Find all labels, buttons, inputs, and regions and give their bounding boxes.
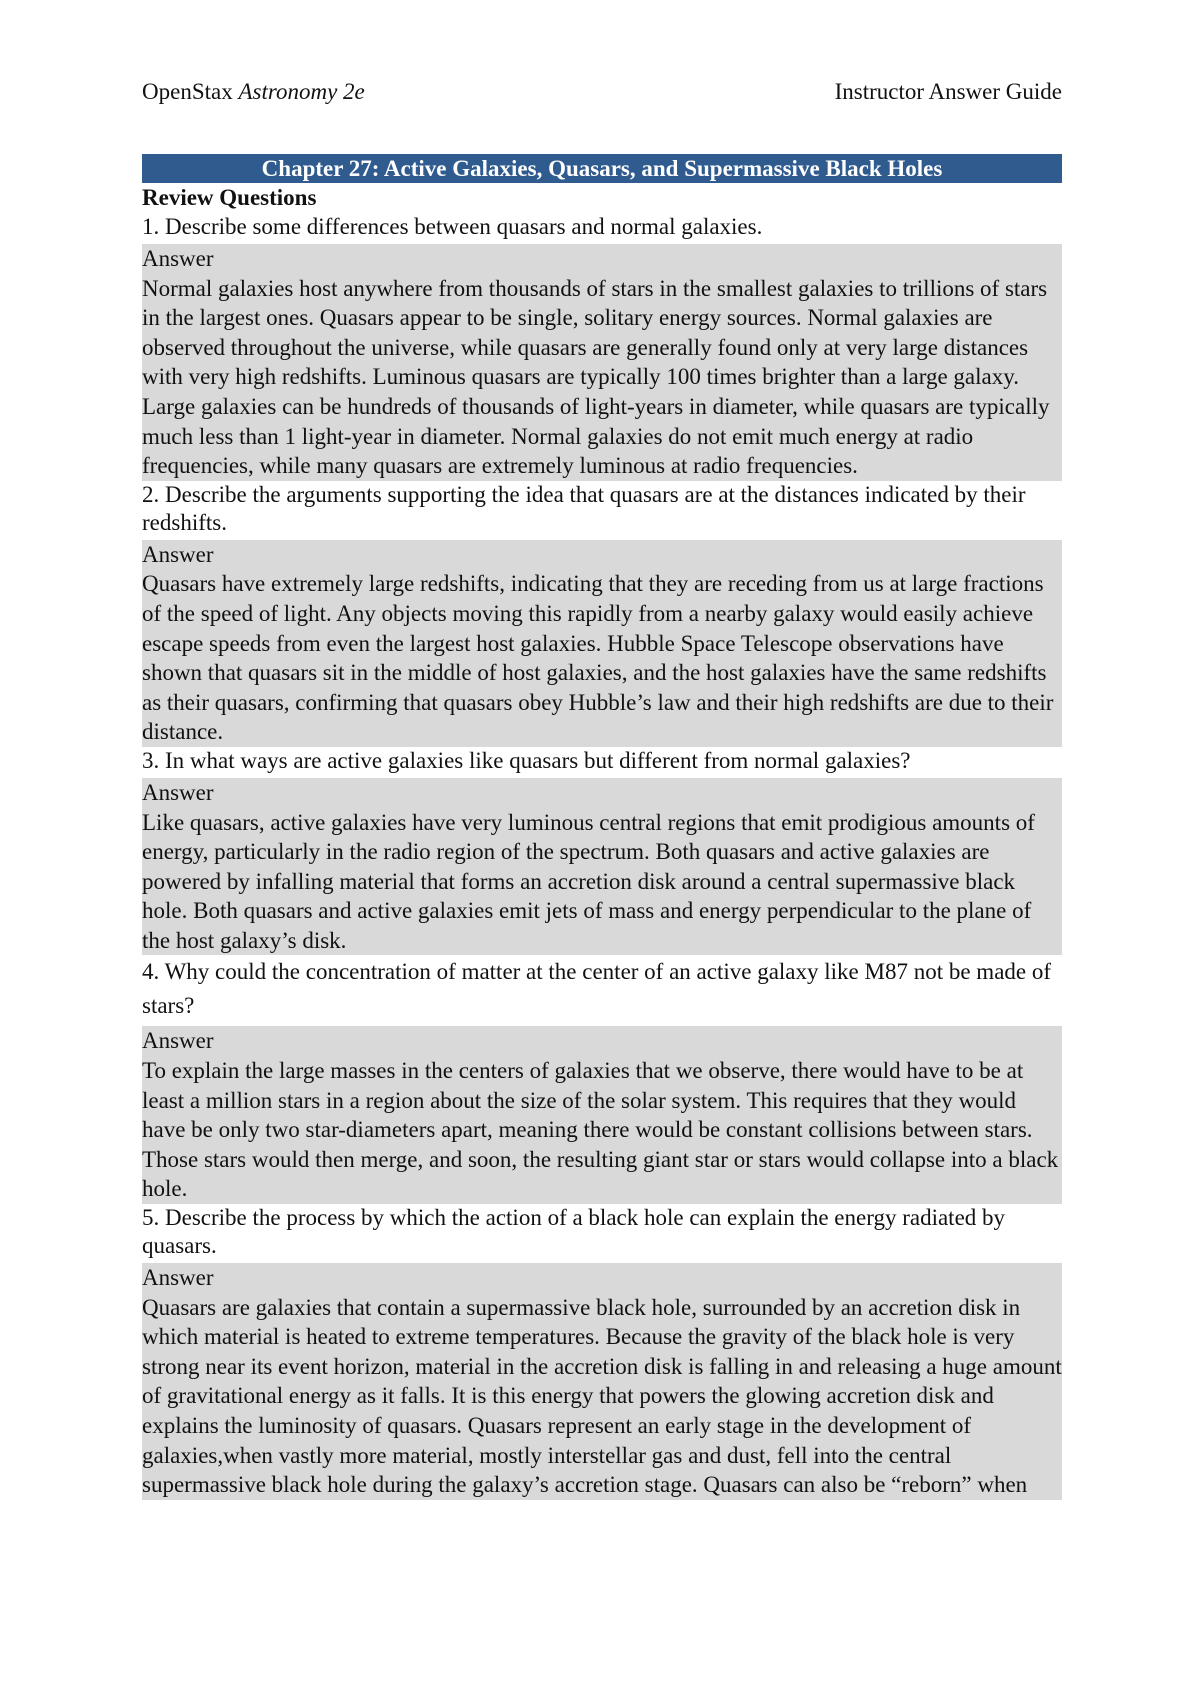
answer-text: To explain the large masses in the centers of galaxies that we observe, there would have to be at least a million stars in a region about the size of the solar system. This requires that they would have be only two star-diameters apart, meaning there would be constant collisions between stars. Those stars would then merge, and soon, the resulting giant star or stars would collapse into a black hole.: [142, 1058, 1059, 1202]
review-item-2: [142, 481, 1062, 747]
answer-text: Normal galaxies host anywhere from thousands of stars in the smallest galaxies to trillions of stars in the largest ones. Quasars appear to be single, solitary energy sources. Normal galaxies are observed throughout the universe, while quasars are generally found only at very large distances with very high redshifts. Luminous quasars are typically 100 times brighter than a large galaxy. Large galaxies can be hundreds of thousands of light-years in diameter, while quasars are typically much less than 1 light-year in diameter. Normal galaxies do not emit much energy at radio frequencies, while many quasars are extremely luminous at radio frequencies.: [142, 275, 1050, 479]
answer-text: Quasars have extremely large redshifts, indicating that they are receding from us at large fractions of the speed of light. Any objects moving this rapidly from a nearby galaxy would easily achieve escape speeds from even the largest host galaxies. Hubble Space Telescope observations have shown that quasars sit in the middle of host galaxies, and the host galaxies have the same redshifts as their quasars, confirming that quasars obey Hubble’s law and their high redshifts are due to their distance.: [142, 571, 1054, 745]
review-item-1: [142, 213, 1062, 481]
question-text: 3. In what ways are active galaxies like quasars but different from normal galaxies?: [142, 747, 911, 773]
book-title: OpenStax Astronomy 2e: [142, 79, 365, 104]
answer-label: Answer: [142, 779, 214, 805]
question-text: 4. Why could the concentration of matter at the center of an active galaxy like M87 not be made of stars?: [142, 959, 1052, 1019]
review-item-5: [142, 1204, 1062, 1500]
question-text: 5. Describe the process by which the action of a black hole can explain the energy radiated by quasars.: [142, 1205, 1006, 1259]
answer-block: [142, 1026, 1062, 1204]
guide-title: Instructor Answer Guide: [834, 79, 1062, 104]
answer-label: Answer: [142, 246, 214, 271]
chapter-title: Chapter 27: Active Galaxies, Quasars, and Supermassive Black Holes: [142, 154, 1062, 183]
answer-label: Answer: [142, 541, 214, 567]
section-title: Review Questions: [142, 185, 317, 210]
answer-block: [142, 1263, 1062, 1500]
page-header: [142, 76, 1062, 108]
answer-text: Quasars are galaxies that contain a supermassive black hole, surrounded by an accretion disk in which material is heated to extreme temperatures. Because the gravity of the black hole is very strong near its event horizon, material in the accretion disk is falling in and releasing a huge amount of gravitational energy as it falls. It is this energy that powers the glowing accretion disk and explains the luminosity of quasars. Quasars represent an early stage in the development of galaxies,when vastly more material, mostly interstellar gas and dust, fell into the central supermassive black hole during the galaxy’s accretion stage. Quasars can also be “reborn” when: [142, 1294, 1062, 1498]
answer-text: Like quasars, active galaxies have very luminous central regions that emit prodigious amounts of energy, particularly in the radio region of the spectrum. Both quasars and active galaxies are powered by infalling material that forms an accretion disk around a central supermassive black hole. Both quasars and active galaxies emit jets of mass and energy perpendicular to the plane of the host galaxy’s disk.: [142, 809, 1035, 953]
question-text: 2. Describe the arguments supporting the idea that quasars are at the distances indicated by their redshifts.: [142, 481, 1026, 535]
answer-block: [142, 778, 1062, 956]
answer-block: [142, 244, 1062, 481]
review-item-3: [142, 747, 1062, 956]
answer-label: Answer: [142, 1265, 214, 1291]
document-body: [142, 154, 1062, 1500]
answer-label: Answer: [142, 1028, 214, 1054]
review-item-4: [142, 955, 1062, 1204]
question-text: 1. Describe some differences between quasars and normal galaxies.: [142, 214, 763, 239]
answer-block: [142, 540, 1062, 747]
book-title-italic: Astronomy 2e: [238, 79, 365, 104]
